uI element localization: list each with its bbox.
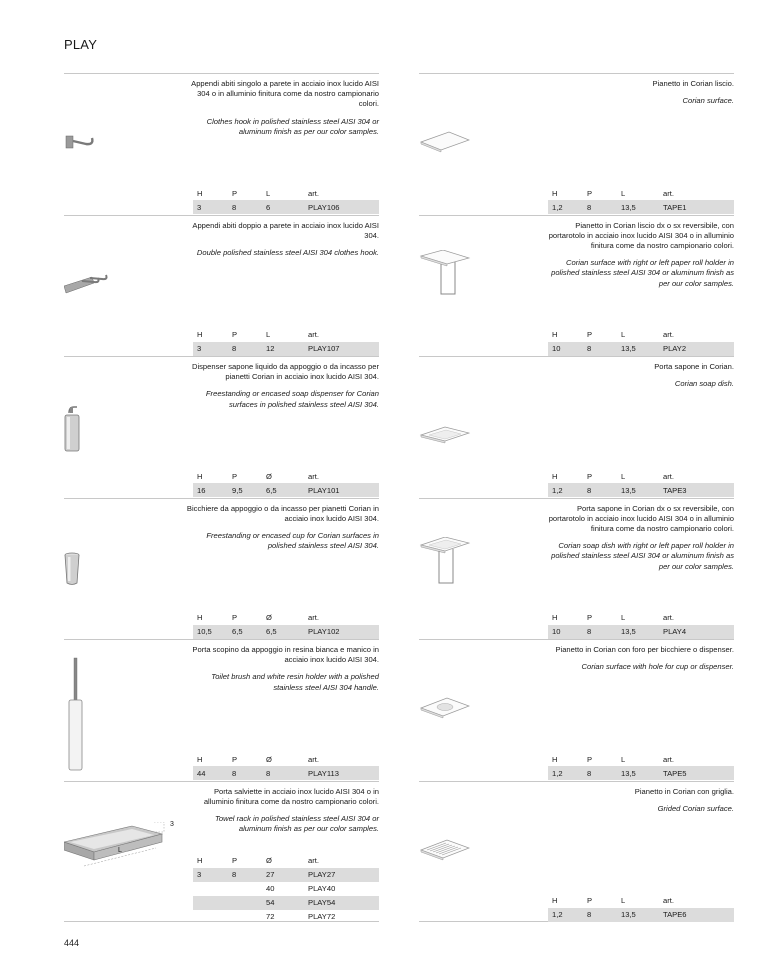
description-english: Corian surface with right or left paper roll holder in polished stainless steel AISI 304 or aluminum finish as per our color samples. <box>551 258 734 288</box>
table-row: 1,2 8 13,5 TAPE3 <box>548 483 734 497</box>
page-number: 444 <box>64 938 80 948</box>
product-item <box>64 73 379 215</box>
product-description <box>184 79 379 137</box>
dimension-length-label: L <box>118 846 122 854</box>
surface-roll-holder-image <box>419 250 529 320</box>
table-row: 44 8 8 PLAY113 <box>193 766 379 780</box>
table-header-row: H P L art. <box>552 471 674 481</box>
table-row: 3 8 27 PLAY27 <box>193 868 379 882</box>
table-row: 10 8 13,5 PLAY4 <box>548 625 734 639</box>
table-row: 1,2 8 13,5 TAPE5 <box>548 766 734 780</box>
product-item <box>419 639 734 781</box>
table-header-row: H P L art. <box>552 330 674 339</box>
table-row: 3 8 6 PLAY106 <box>193 200 379 214</box>
product-description <box>539 787 734 814</box>
spec-table <box>193 854 379 924</box>
spec-table <box>193 752 379 780</box>
description-italian: Bicchiere da appoggio o da incasso per pianetti Corian in acciaio inox lucido AISI 304. <box>186 503 379 523</box>
spec-table <box>548 186 734 214</box>
product-description <box>539 645 734 672</box>
product-item <box>419 215 734 357</box>
table-row: 54 PLAY54 <box>193 896 379 910</box>
description-english: Corian surface. <box>682 96 734 106</box>
product-item <box>64 781 379 922</box>
description-english: Toilet brush and white resin holder with a polished stainless steel AISI 304 handle. <box>211 672 379 692</box>
table-row: 3 8 12 PLAY107 <box>193 342 379 356</box>
product-description <box>539 504 734 572</box>
product-item <box>419 73 734 215</box>
table-header-row: H P Ø art. <box>197 754 319 764</box>
page-title: PLAY <box>64 37 98 52</box>
description-italian: Appendi abiti doppio a parete in acciaio inox lucido AISI 304. <box>192 220 379 240</box>
grided-surface-image <box>419 838 529 908</box>
table-header-row: H P L art. <box>197 188 319 198</box>
table-header-row: H P Ø art. <box>197 856 319 865</box>
spec-table <box>193 611 379 639</box>
toilet-brush-image <box>64 656 174 776</box>
table-row: 16 9,5 6,5 PLAY101 <box>193 483 379 497</box>
description-italian: Porta sapone in Corian dx o sx reversibile, con portarotolo in acciaio inox lucido AISI 304 o in alluminio finitura come da nostro campionario colori. <box>548 503 734 533</box>
spec-table <box>548 894 734 922</box>
spec-table <box>548 611 734 639</box>
product-item <box>64 215 379 357</box>
cup-image <box>64 545 174 615</box>
table-row: 72 PLAY72 <box>266 912 336 921</box>
product-item <box>64 356 379 498</box>
description-english: Freestanding or encased soap dispenser for Corian surfaces in polished stainless steel AISI 304. <box>205 389 379 409</box>
table-header-row: H P L art. <box>197 330 319 339</box>
description-english: Freestanding or encased cup for Corian surfaces in polished stainless steel AISI 304. <box>206 530 379 551</box>
description-italian: Appendi abiti singolo a parete in acciaio inox lucido AISI 304 o in alluminio finitura come da nostro campionario colori. <box>191 79 379 109</box>
product-description <box>184 787 379 835</box>
product-description <box>539 362 734 389</box>
description-english: Clothes hook in polished stainless steel AISI 304 or aluminum finish as per our color samples. <box>206 116 379 136</box>
soap-dish-roll-holder-image <box>419 537 529 607</box>
product-item <box>419 781 734 922</box>
table-row: 10 8 13,5 PLAY2 <box>548 342 734 356</box>
table-row: 1,2 8 13,5 TAPE1 <box>548 200 734 214</box>
product-item <box>64 498 379 640</box>
soap-dispenser-image <box>64 399 174 469</box>
description-english: Grided Corian surface. <box>657 803 734 813</box>
corian-surface-image <box>419 126 529 196</box>
product-description <box>184 362 379 410</box>
towel-rack-image <box>64 822 174 892</box>
product-description <box>539 79 734 106</box>
product-description <box>184 221 379 259</box>
description-english: Double polished stainless steel AISI 304 clothes hook. <box>196 247 379 257</box>
description-italian: Porta salviette in acciaio inox lucido AISI 304 o in alluminio finitura come da nostro campionario colori. <box>203 786 379 806</box>
description-italian: Pianetto in Corian con griglia. <box>634 786 734 796</box>
table-header-row: H P Ø art. <box>197 613 319 622</box>
product-description <box>539 221 734 289</box>
description-english: Corian soap dish with right or left paper roll holder in polished stainless steel AISI 304 or aluminum finish as per our color samples. <box>551 541 734 571</box>
clothes-hook-image <box>64 114 174 184</box>
spec-table <box>548 328 734 356</box>
product-description <box>184 645 379 693</box>
spec-table <box>548 469 734 497</box>
description-italian: Pianetto in Corian liscio. <box>652 79 734 88</box>
product-item <box>419 356 734 498</box>
table-header-row: H P Ø art. <box>197 471 319 481</box>
product-item <box>64 639 379 781</box>
double-hook-image <box>64 256 174 326</box>
table-row: 10,5 6,5 6,5 PLAY102 <box>193 625 379 639</box>
description-english: Towel rack in polished stainless steel AISI 304 or aluminum finish as per our color samples. <box>214 813 379 834</box>
product-item <box>419 498 734 640</box>
description-italian: Pianetto in Corian con foro per bicchiere o dispenser. <box>555 645 734 654</box>
left-column <box>64 73 379 922</box>
table-row: 40 PLAY40 <box>266 884 336 893</box>
description-english: Corian surface with hole for cup or dispenser. <box>581 662 734 672</box>
table-header-row: H P L art. <box>552 754 674 764</box>
table-header-row: H P L art. <box>552 188 674 198</box>
surface-with-hole-image <box>419 694 529 764</box>
description-italian: Porta sapone in Corian. <box>654 362 734 371</box>
dimension-height-label: 3 <box>170 820 174 828</box>
description-italian: Porta scopino da appoggio in resina bianca e manico in acciaio inox lucido AISI 304. <box>192 645 379 665</box>
description-italian: Dispenser sapone liquido da appoggio o da incasso per pianetti Corian in acciaio inox lucido AISI 304. <box>191 362 379 382</box>
description-english: Corian soap dish. <box>674 379 734 389</box>
spec-table <box>193 328 379 356</box>
table-header-row: H P L art. <box>552 896 674 905</box>
description-italian: Pianetto in Corian liscio dx o sx reversibile, con portarotolo in acciaio inox lucido AISI 304 o in alluminio finitura come da nostro campionario colori. <box>548 220 734 250</box>
table-header-row: H P L art. <box>552 613 674 622</box>
spec-table <box>193 186 379 214</box>
right-column <box>419 73 734 922</box>
spec-table <box>193 469 379 497</box>
product-description <box>184 504 379 552</box>
table-row: 1,2 8 13,5 TAPE6 <box>548 908 734 922</box>
spec-table <box>548 752 734 780</box>
soap-dish-image <box>419 425 529 495</box>
